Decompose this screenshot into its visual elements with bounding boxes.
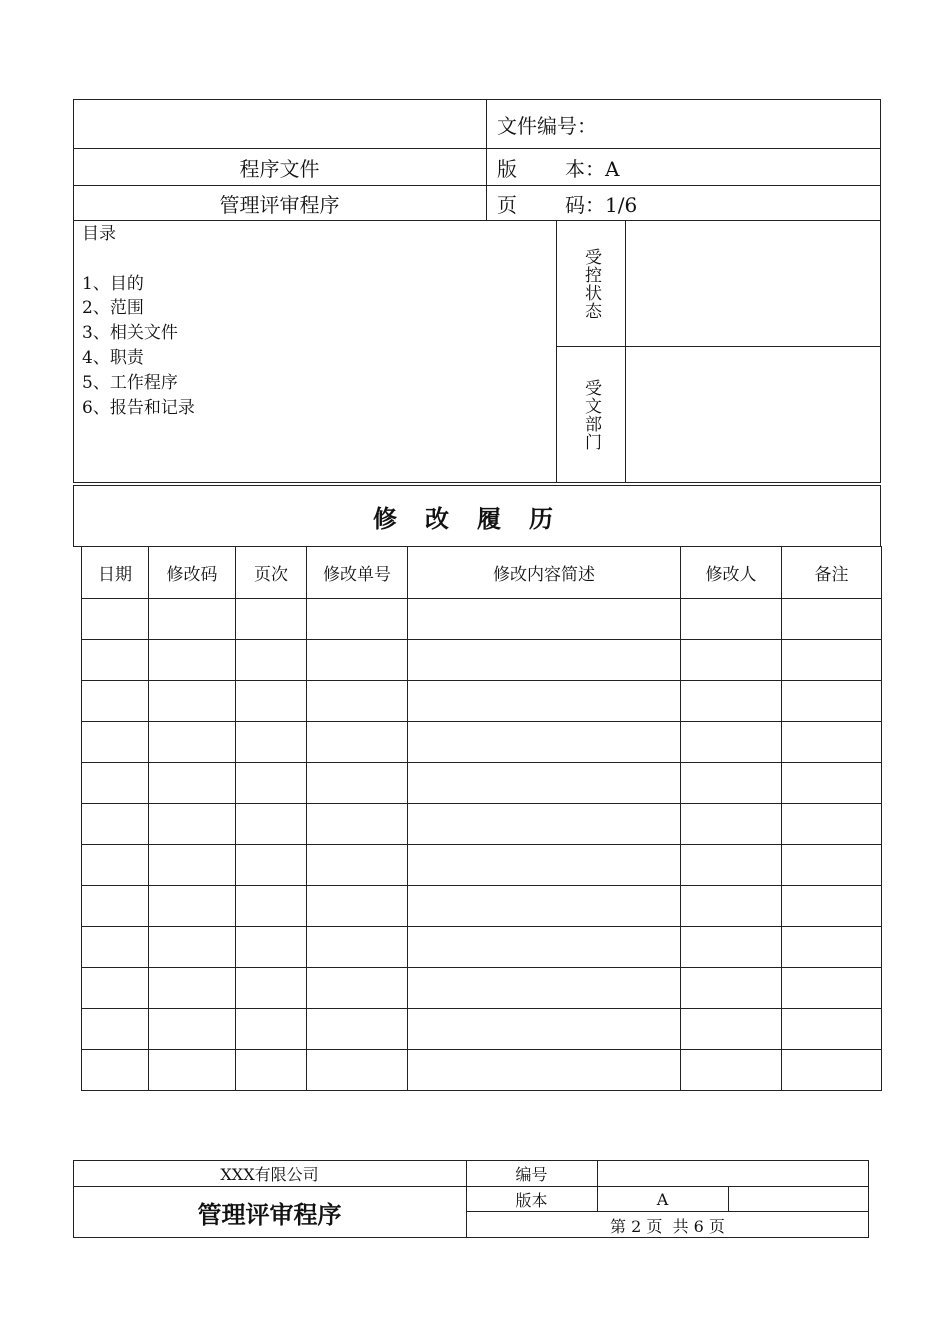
footer-title: 管理评审程序: [197, 1201, 342, 1229]
toc-item: 2、范围: [82, 298, 144, 319]
table-cell: [236, 1050, 307, 1091]
table-cell: [82, 968, 149, 1009]
revision-history-body: [82, 599, 882, 1091]
table-cell: [307, 845, 408, 886]
table-cell: [681, 968, 782, 1009]
table-cell: [782, 845, 882, 886]
table-cell: [82, 763, 149, 804]
table-cell: [149, 763, 236, 804]
table-cell: [149, 1050, 236, 1091]
table-row: [82, 804, 882, 845]
table-cell: [82, 681, 149, 722]
table-row: [82, 886, 882, 927]
table-cell: [149, 722, 236, 763]
toc-item: 1、目的: [82, 273, 144, 294]
table-cell: [82, 640, 149, 681]
table-cell: [782, 599, 882, 640]
col-revision-code: 修改码: [149, 547, 236, 599]
table-cell: [681, 681, 782, 722]
table-cell: [681, 845, 782, 886]
table-cell: [82, 927, 149, 968]
table-row: [82, 763, 882, 804]
table-cell: [782, 927, 882, 968]
table-cell: [82, 804, 149, 845]
table-cell: [149, 886, 236, 927]
table-cell: [82, 1009, 149, 1050]
toc-item: 4、职责: [82, 347, 144, 368]
table-cell: [236, 968, 307, 1009]
version-field: [497, 149, 619, 186]
table-row: [82, 640, 882, 681]
revision-title-wrap: [73, 485, 881, 547]
table-cell: [307, 722, 408, 763]
table-row: [82, 722, 882, 763]
table-row: [82, 681, 882, 722]
version-label-a: 版: [497, 157, 517, 181]
table-cell: [307, 804, 408, 845]
table-row: [82, 927, 882, 968]
table-cell: [82, 845, 149, 886]
table-cell: [681, 640, 782, 681]
table-row: [82, 1009, 882, 1050]
toc-item: 3、相关文件: [82, 323, 178, 344]
table-cell: [681, 599, 782, 640]
footer-company: XXX有限公司: [220, 1165, 319, 1184]
table-cell: [82, 1050, 149, 1091]
table-header-row: [82, 547, 882, 599]
version-label-b: 本：A: [565, 157, 620, 181]
table-cell: [307, 599, 408, 640]
table-cell: [408, 845, 681, 886]
table-cell: [236, 763, 307, 804]
table-cell: [149, 804, 236, 845]
table-row: [82, 1050, 882, 1091]
footer-number-label: 编号: [515, 1165, 548, 1184]
table-cell: [408, 763, 681, 804]
table-cell: [307, 1050, 408, 1091]
table-cell: [782, 640, 882, 681]
table-cell: [408, 886, 681, 927]
table-cell: [782, 968, 882, 1009]
toc-item: 6、报告和记录: [82, 397, 195, 418]
page-field: [497, 186, 637, 221]
table-cell: [408, 927, 681, 968]
table-cell: [236, 599, 307, 640]
table-cell: [782, 886, 882, 927]
page-label-b: 码：1/6: [565, 193, 638, 217]
table-cell: [236, 681, 307, 722]
col-remarks: 备注: [782, 547, 882, 599]
table-cell: [782, 1009, 882, 1050]
table-cell: [408, 1009, 681, 1050]
table-cell: [681, 804, 782, 845]
table-row: [82, 599, 882, 640]
table-cell: [681, 763, 782, 804]
table-cell: [82, 599, 149, 640]
toc-item: 5、工作程序: [82, 372, 178, 393]
table-cell: [236, 804, 307, 845]
table-cell: [149, 640, 236, 681]
table-cell: [307, 763, 408, 804]
table-cell: [681, 927, 782, 968]
table-cell: [149, 1009, 236, 1050]
table-cell: [236, 927, 307, 968]
table-cell: [149, 927, 236, 968]
table-cell: [82, 722, 149, 763]
col-change-order: 修改单号: [307, 547, 408, 599]
table-cell: [681, 1050, 782, 1091]
col-date: 日期: [82, 547, 149, 599]
table-cell: [307, 968, 408, 1009]
table-cell: [236, 722, 307, 763]
doc-title: 管理评审程序: [219, 193, 340, 217]
table-cell: [681, 1009, 782, 1050]
page-label-a: 页: [497, 193, 517, 217]
control-status-label: 受控状态: [581, 248, 601, 320]
table-cell: [236, 1009, 307, 1050]
table-row: [82, 845, 882, 886]
table-cell: [236, 886, 307, 927]
table-cell: [782, 681, 882, 722]
table-of-contents: [82, 222, 195, 420]
table-cell: [149, 968, 236, 1009]
revision-history-title: 修改履历: [373, 503, 581, 533]
table-cell: [307, 640, 408, 681]
table-cell: [408, 599, 681, 640]
table-cell: [149, 681, 236, 722]
table-cell: [681, 722, 782, 763]
table-cell: [782, 804, 882, 845]
table-cell: [782, 763, 882, 804]
table-cell: [307, 927, 408, 968]
receiving-dept-cell: [556, 347, 625, 483]
toc-heading: 目录: [82, 224, 116, 244]
table-cell: [782, 1050, 882, 1091]
table-cell: [408, 968, 681, 1009]
table-row: [82, 968, 882, 1009]
table-cell: [408, 804, 681, 845]
footer-version-label: 版本: [515, 1191, 548, 1210]
table-cell: [782, 722, 882, 763]
footer-version-value: A: [656, 1190, 669, 1209]
table-cell: [307, 681, 408, 722]
table-cell: [307, 1009, 408, 1050]
table-cell: [82, 886, 149, 927]
table-cell: [408, 681, 681, 722]
table-cell: [149, 599, 236, 640]
doc-type: 程序文件: [239, 157, 320, 181]
revision-history-table: [81, 546, 882, 1091]
toc-spacer: [82, 247, 195, 272]
doc-number-label: 文件编号：: [497, 113, 597, 138]
table-cell: [408, 722, 681, 763]
footer-page-info: 第 2 页 共 6 页: [610, 1216, 725, 1236]
col-description: 修改内容简述: [408, 547, 681, 599]
col-page: 页次: [236, 547, 307, 599]
col-reviser: 修改人: [681, 547, 782, 599]
table-cell: [307, 886, 408, 927]
header-row-1: [73, 99, 881, 149]
control-status-cell: [556, 221, 625, 347]
table-cell: [681, 886, 782, 927]
table-cell: [149, 845, 236, 886]
table-cell: [236, 640, 307, 681]
table-cell: [236, 845, 307, 886]
receiving-dept-label: 受文部门: [581, 379, 601, 451]
table-cell: [408, 1050, 681, 1091]
footer-title-cell: [73, 1187, 466, 1238]
table-cell: [408, 640, 681, 681]
